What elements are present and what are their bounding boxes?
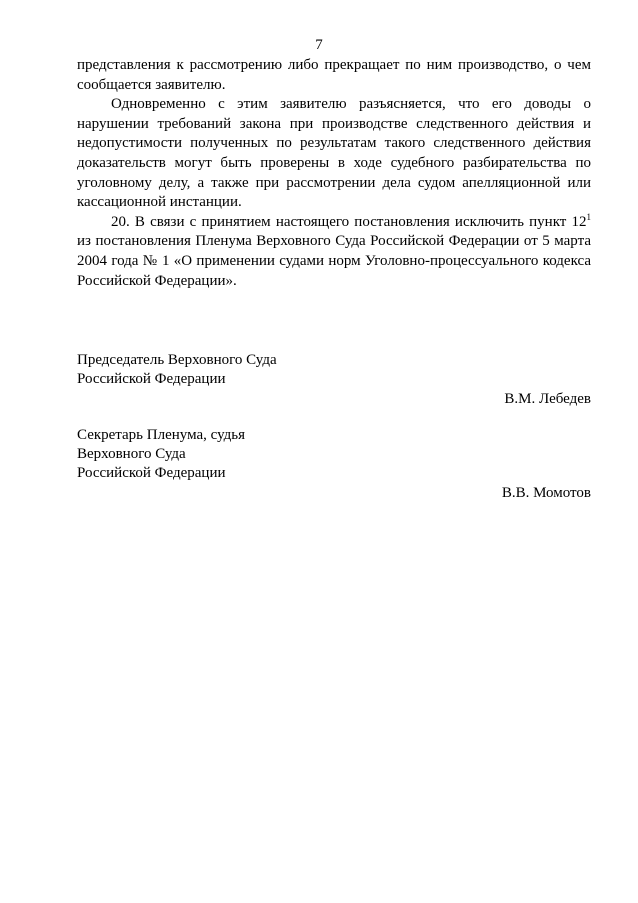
paragraph-20-text-before: 20. В связи с принятием настоящего постановления исключить пункт 12 [111,213,587,230]
document-body [77,56,591,503]
page-number: 7 [315,37,323,53]
signatory-name: В.В. Момотов [501,485,591,502]
signatory-name: В.М. Лебедев [504,391,591,408]
paragraph-continuation: представления к рассмотрению либо прекращает по ним производство, о чем сообщается заявителю. [77,57,591,93]
signature-block-chairman [77,351,591,409]
paragraph-explanation: Одновременно с этим заявителю разъясняется, что его доводы о нарушении требований закона при производстве следственного действия и недопустимости полученных по результатам такого следственного действия доказательств могут быть проверены в ходе судебного разбирательства по уголовному делу, а также при рассмотрении дела судом апелляционной или кассационной инстанции. [77,96,591,211]
paragraph-20-text-after: из постановления Пленума Верховного Суда Российской Федерации от 5 марта 2004 года № 1 «О применении судами норм Уголовно-процессуального кодекса Российской Федерации». [77,233,591,289]
signature-title-line: Российской Федерации [77,465,226,482]
signature-block-secretary [77,426,591,503]
signature-title-line: Российской Федерации [77,371,226,388]
signature-title-line: Секретарь Пленума, судья [77,427,246,444]
paragraph-20 [77,213,591,291]
signature-title-line: Председатель Верховного Суда [77,352,277,369]
signature-title-line: Верховного Суда [77,446,186,463]
paragraph-20-superscript: 1 [586,211,591,222]
